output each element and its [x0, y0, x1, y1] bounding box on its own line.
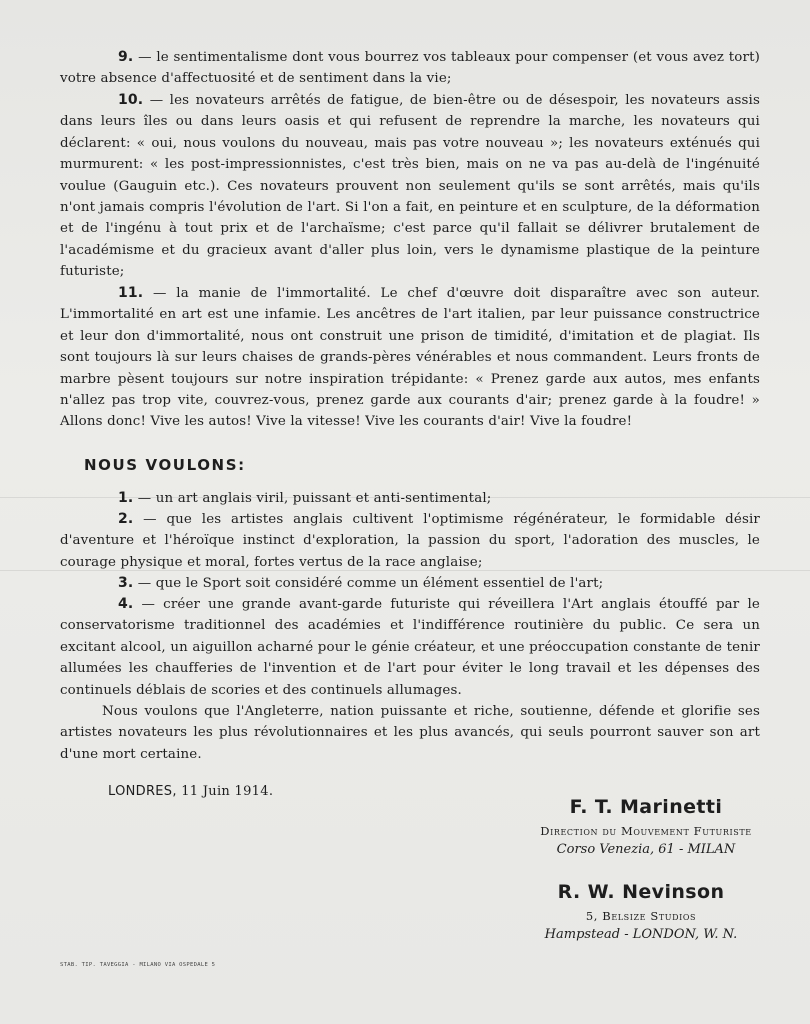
- item-9: [60, 47, 760, 90]
- want-item-1: [60, 488, 760, 509]
- dateline-place: LONDRES,: [108, 784, 177, 799]
- signature-title: 5, Belsize Studios: [585, 909, 697, 923]
- item-number: 4.: [118, 596, 134, 612]
- signature-nevinson: [481, 881, 801, 942]
- item-number: 10.: [118, 92, 144, 108]
- item-10: [60, 90, 760, 283]
- signature-marinetti: [486, 796, 806, 857]
- signature-title: Direction du Mouvement Futuriste: [540, 824, 752, 838]
- item-text: — un art anglais viril, puissant et anti-sentimental;: [137, 491, 492, 506]
- want-item-3: [60, 573, 760, 594]
- item-number: 3.: [118, 575, 134, 591]
- item-text: — le sentimentalisme dont vous bourrez vos tableaux pour compenser (et vous avez tort) votre absence d'affectuosité et de sentiment dans la vie;: [60, 50, 760, 87]
- printer-imprint: STAB. TIP. TAVEGGIA - MILANO VIA OSPEDALE 5: [60, 962, 216, 968]
- closing-paragraph: Nous voulons que l'Angleterre, nation puissante et riche, soutienne, défende et glorifie ses artistes novateurs les plus révolutionnaires et les plus avancés, qui seuls pourront sauver son art d'une mort certaine.: [60, 704, 760, 762]
- signature-name: F. T. Marinetti: [569, 796, 723, 818]
- signature-name: R. W. Nevinson: [557, 881, 725, 903]
- item-number: 11.: [118, 285, 144, 301]
- want-item-2: [60, 509, 760, 573]
- nous-voulons-heading: NOUS VOULONS:: [84, 456, 246, 474]
- dateline-date: 11 Juin 1914.: [181, 784, 274, 799]
- item-text: — les novateurs arrêtés de fatigue, de bien-être ou de désespoir, les novateurs assis dans leurs îles ou dans leurs oasis et qui refusent de reprendre la marche, les novateurs qui déclarent: « oui, nous voulons du nouveau, mais pas votre nouveau »; les novateurs exténués qui murmurent: « les post-impressionnistes, c'est très bien, mais on ne va pas au-delà de l'ingénuité voulue (Gauguin etc.). Ces novateurs prouvent non seulement qu'ils se sont arrêtés, mais qu'ils n'ont jamais compris l'évolution de l'art. Si l'on a fait, en peinture et en sculpture, de la déformation et de l'ingénu à tout prix et de l'archaïsme; c'est parce qu'il fallait se délivrer brutalement de l'académisme et du gracieux avant d'aller plus loin, vers le dynamisme plastique de la peinture futuriste;: [60, 93, 760, 280]
- signature-address: Corso Venezia, 61 - MILAN: [556, 842, 736, 857]
- item-11: [60, 283, 760, 433]
- item-number: 9.: [118, 49, 134, 65]
- signature-address: Hampstead - LONDON, W. N.: [544, 927, 738, 942]
- item-number: 1.: [118, 490, 134, 506]
- item-number: 2.: [118, 511, 134, 527]
- dateline: [108, 784, 273, 799]
- item-text: — la manie de l'immortalité. Le chef d'œuvre doit disparaître avec son auteur. L'immortalité en art est une infamie. Les ancêtres de l'art italien, par leur puissance constructrice et leur don d'immortalité, nous ont construit une prison de timidité, d'imitation et de plagiat. Ils sont toujours là sur leurs chaises de grands-pères vénérables et nous commandent. Leurs fronts de marbre pèsent toujours sur notre inspiration trépidante: « Prenez garde aux autos, mes enfants n'allez pas trop vite, couvrez-vous, prenez garde aux courants d'air; prenez garde à la foudre! » Allons donc! Vive les autos! Vive la vitesse! Vive les courants d'air! Vive la foudre!: [60, 286, 760, 430]
- item-text: — créer une grande avant-garde futuriste qui réveillera l'Art anglais étouffé par le conservatorisme traditionnel des académies et l'indifférence routinière du public. Ce sera un excitant alcool, un aiguillon acharné pour le génie créateur, et une préoccupation constante de tenir allumées les chaufferies de l'invention et de l'art pour éviter le long travail et les dépenses des continuels déblais de scories et des continuels allumages.: [60, 597, 760, 698]
- item-text: — que le Sport soit considéré comme un élément essentiel de l'art;: [137, 576, 604, 591]
- want-item-4: [60, 594, 760, 701]
- item-text: — que les artistes anglais cultivent l'optimisme régénérateur, le formidable désir d'aventure et l'héroïque instinct d'exploration, la passion du sport, l'adoration des muscles, le courage physique et moral, fortes vertus de la race anglaise;: [60, 512, 760, 570]
